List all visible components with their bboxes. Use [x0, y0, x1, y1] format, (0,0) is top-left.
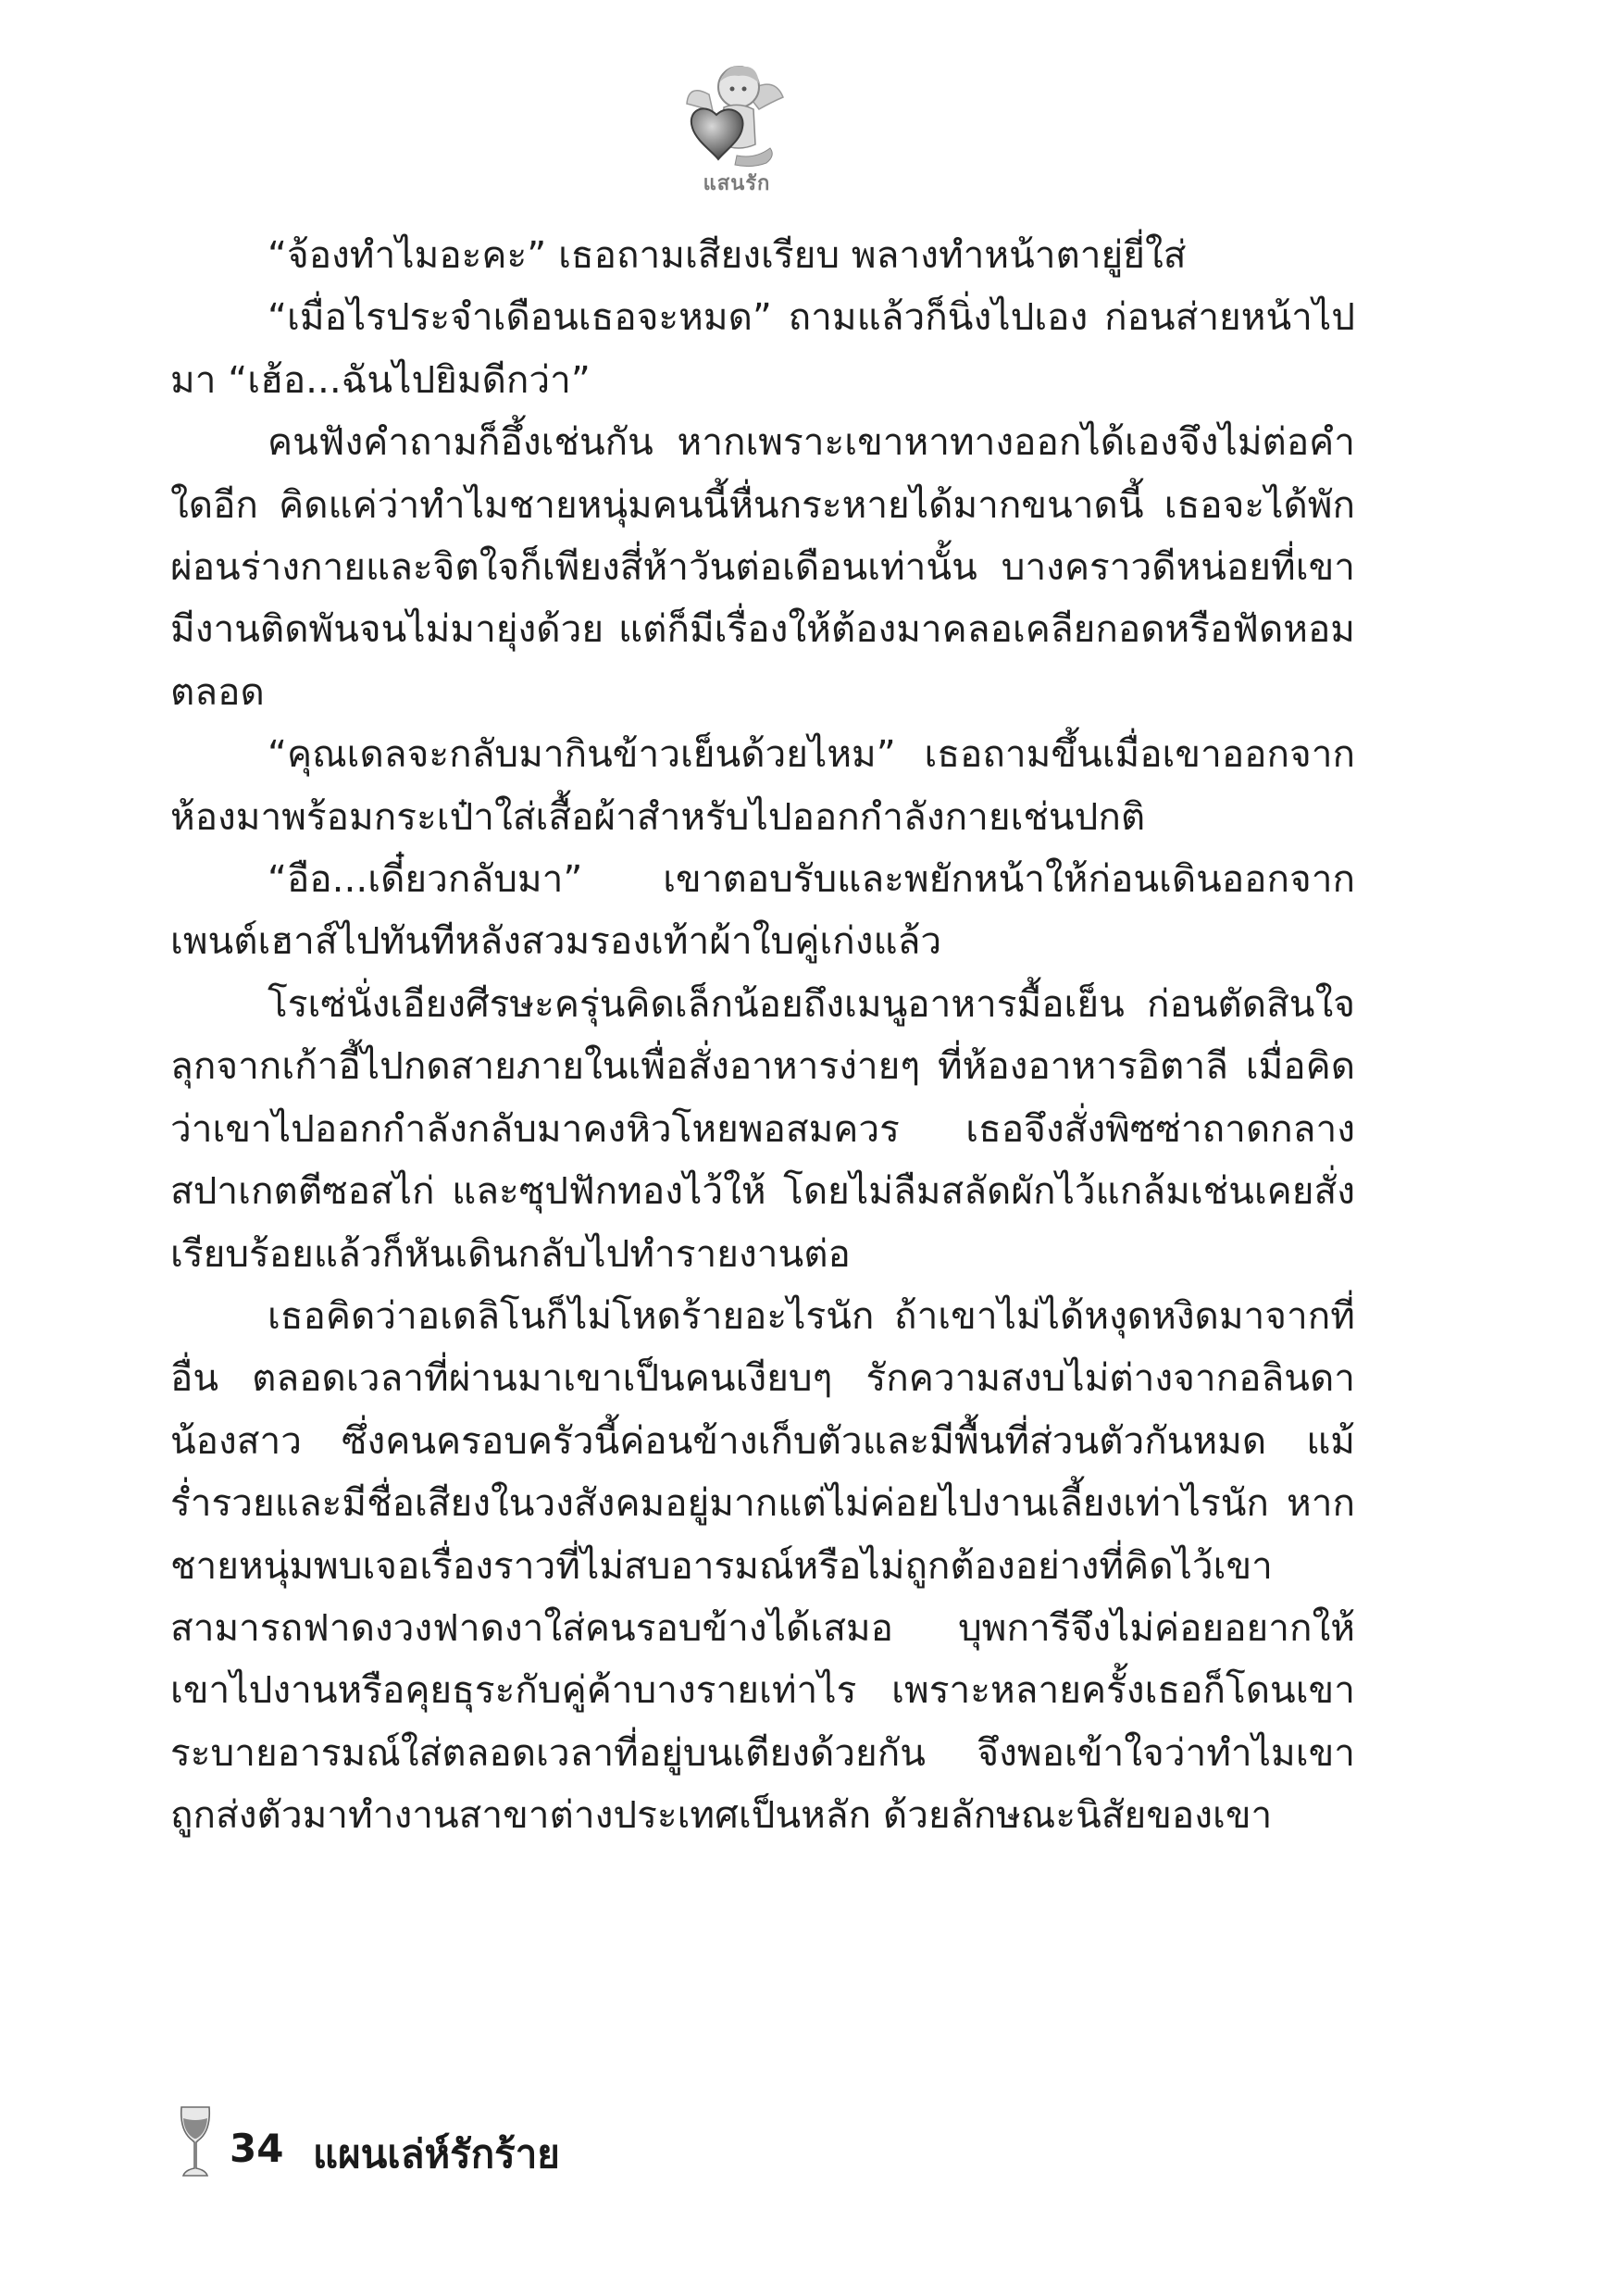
paragraph: “อือ...เดี๋ยวกลับมา” เขาตอบรับและพยักหน้าให้ก่อนเดินออกจากเพนต์เฮาส์ไปทันทีหลังสวมรองเท้าผ้าใบคู่เก่งแล้ว: [170, 856, 1355, 964]
paragraph: “จ้องทำไมอะคะ” เธอถามเสียงเรียบ พลางทำหน้าตายู่ยี่ใส่: [268, 232, 1187, 277]
book-title: แผนเล่ห์รักร้าย: [313, 2131, 560, 2177]
publisher-logo: [681, 56, 792, 194]
paragraph: เธอคิดว่าอเดลิโนก็ไม่โหดร้ายอะไรนัก ถ้าเขาไม่ได้หงุดหงิดมาจากที่อื่น ตลอดเวลาที่ผ่านมาเขาเป็นคนเงียบๆ รักความสงบไม่ต่างจากอลินดาน้องสาว ซึ่งคนครอบครัวนี้ค่อนข้างเก็บตัวและมีพื้นที่ส่วนตัวกันหมด แม้ร่ำรวยและมีชื่อเสียงในวงสังคมอยู่มากแต่ไม่ค่อยไปงานเลี้ยงเท่าไรนัก หากชายหนุ่มพบเจอเรื่องราวที่ไม่สบอารมณ์หรือไม่ถูกต้องอย่างที่คิดไว้เขาสามารถฟาดงวงฟาดงาใส่คนรอบข้างได้เสมอ บุพการีจึงไม่ค่อยอยากให้เขาไปงานหรือคุยธุระกับคู่ค้าบางรายเท่าไร เพราะหลายครั้งเธอก็โดนเขาระบายอารมณ์ใส่ตลอดเวลาที่อยู่บนเตียงด้วยกัน จึงพอเข้าใจว่าทำไมเขาถูกส่งตัวมาทำงานสาขาต่างประเทศเป็นหลัก ด้วยลักษณะนิสัยของเขา: [170, 1292, 1355, 1838]
paragraph: คนฟังคำถามก็อึ้งเช่นกัน หากเพราะเขาหาทางออกได้เองจึงไม่ต่อคำใดอีก คิดแค่ว่าทำไมชายหนุ่มคนนี้หื่นกระหายได้มากขนาดนี้ เธอจะได้พักผ่อนร่างกายและจิตใจก็เพียงสี่ห้าวันต่อเดือนเท่านั้น บางคราวดีหน่อยที่เขามีงานติดพันจนไม่มายุ่งด้วย แต่ก็มีเรื่องให้ต้องมาคลอเคลียกอดหรือฟัดหอมตลอด: [170, 419, 1355, 714]
page-number: 34: [230, 2126, 284, 2171]
paragraph: “เมื่อไรประจำเดือนเธอจะหมด” ถามแล้วก็นิ่งไปเอง ก่อนส่ายหน้าไปมา “เฮ้อ...ฉันไปยิมดีกว่า”: [170, 294, 1355, 402]
body-text: [170, 224, 1355, 1847]
logo-text: แสนรัก: [703, 172, 771, 195]
paragraph: โรเซ่นั่งเอียงศีรษะครุ่นคิดเล็กน้อยถึงเมนูอาหารมื้อเย็น ก่อนตัดสินใจลุกจากเก้าอี้ไปกดสายภายในเพื่อสั่งอาหารง่ายๆ ที่ห้องอาหารอิตาลี เมื่อคิดว่าเขาไปออกกำลังกลับมาคงหิวโหยพอสมควร เธอจึงสั่งพิซซ่าถาดกลางสปาเกตตีซอสไก่ และซุปฟักทองไว้ให้ โดยไม่ลืมสลัดผักไว้แกล้มเช่นเคยสั่ง เรียบร้อยแล้วก็หันเดินกลับไปทำรายงานต่อ: [170, 980, 1355, 1276]
cupid-heart-icon: [681, 56, 792, 176]
wine-glass-icon: [176, 2103, 215, 2179]
page-footer: [176, 2103, 916, 2187]
paragraph: “คุณเดลจะกลับมากินข้าวเย็นด้วยไหม” เธอถามขึ้นเมื่อเขาออกจากห้องมาพร้อมกระเป๋าใส่เสื้อผ้าสำหรับไปออกกำลังกายเช่นปกติ: [170, 731, 1355, 839]
